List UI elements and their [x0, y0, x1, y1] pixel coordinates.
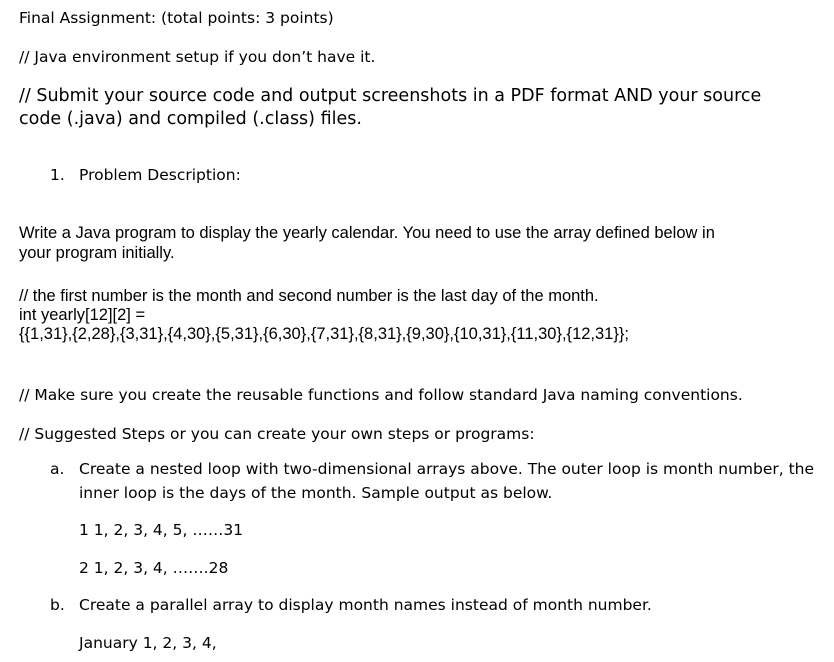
- step-a-text-line-1: Create a nested loop with two-dimensional arrays above. The outer loop is month number, the: [79, 460, 815, 478]
- step-a-text-line-2: inner loop is the days of the month. Sample output as below.: [79, 484, 553, 502]
- array-declaration: int yearly[12][2] =: [19, 306, 146, 324]
- step-b-text: Create a parallel array to display month names instead of month number.: [79, 596, 652, 614]
- submit-note-line-2: code (.java) and compiled (.class) files.: [19, 109, 362, 129]
- environment-note: // Java environment setup if you don’t have it.: [19, 48, 376, 66]
- submit-note-line-1: // Submit your source code and output screenshots in a PDF format AND your source: [19, 86, 762, 106]
- step-a-marker: a.: [50, 460, 65, 478]
- description-line-1: Write a Java program to display the yearly calendar. You need to use the array defined below in: [19, 224, 715, 242]
- description-line-2: your program initially.: [19, 244, 175, 262]
- suggested-steps-note: // Suggested Steps or you can create your own steps or programs:: [19, 425, 535, 443]
- section-number: 1.: [50, 166, 65, 184]
- reusable-functions-note: // Make sure you create the reusable functions and follow standard Java naming conventions.: [19, 386, 743, 404]
- array-comment: // the first number is the month and second number is the last day of the month.: [19, 287, 599, 305]
- assignment-title: Final Assignment: (total points: 3 points): [19, 9, 334, 27]
- section-heading: Problem Description:: [79, 166, 241, 184]
- step-a-sample-output-1: 1 1, 2, 3, 4, 5, ……31: [79, 521, 244, 539]
- step-b-sample-output: January 1, 2, 3, 4,: [79, 634, 217, 652]
- step-a-sample-output-2: 2 1, 2, 3, 4, …….28: [79, 559, 229, 577]
- step-b-marker: b.: [50, 596, 65, 614]
- array-values: {{1,31},{2,28},{3,31},{4,30},{5,31},{6,30},{7,31},{8,31},{9,30},{10,31},{11,30},{12,31}};: [19, 325, 629, 343]
